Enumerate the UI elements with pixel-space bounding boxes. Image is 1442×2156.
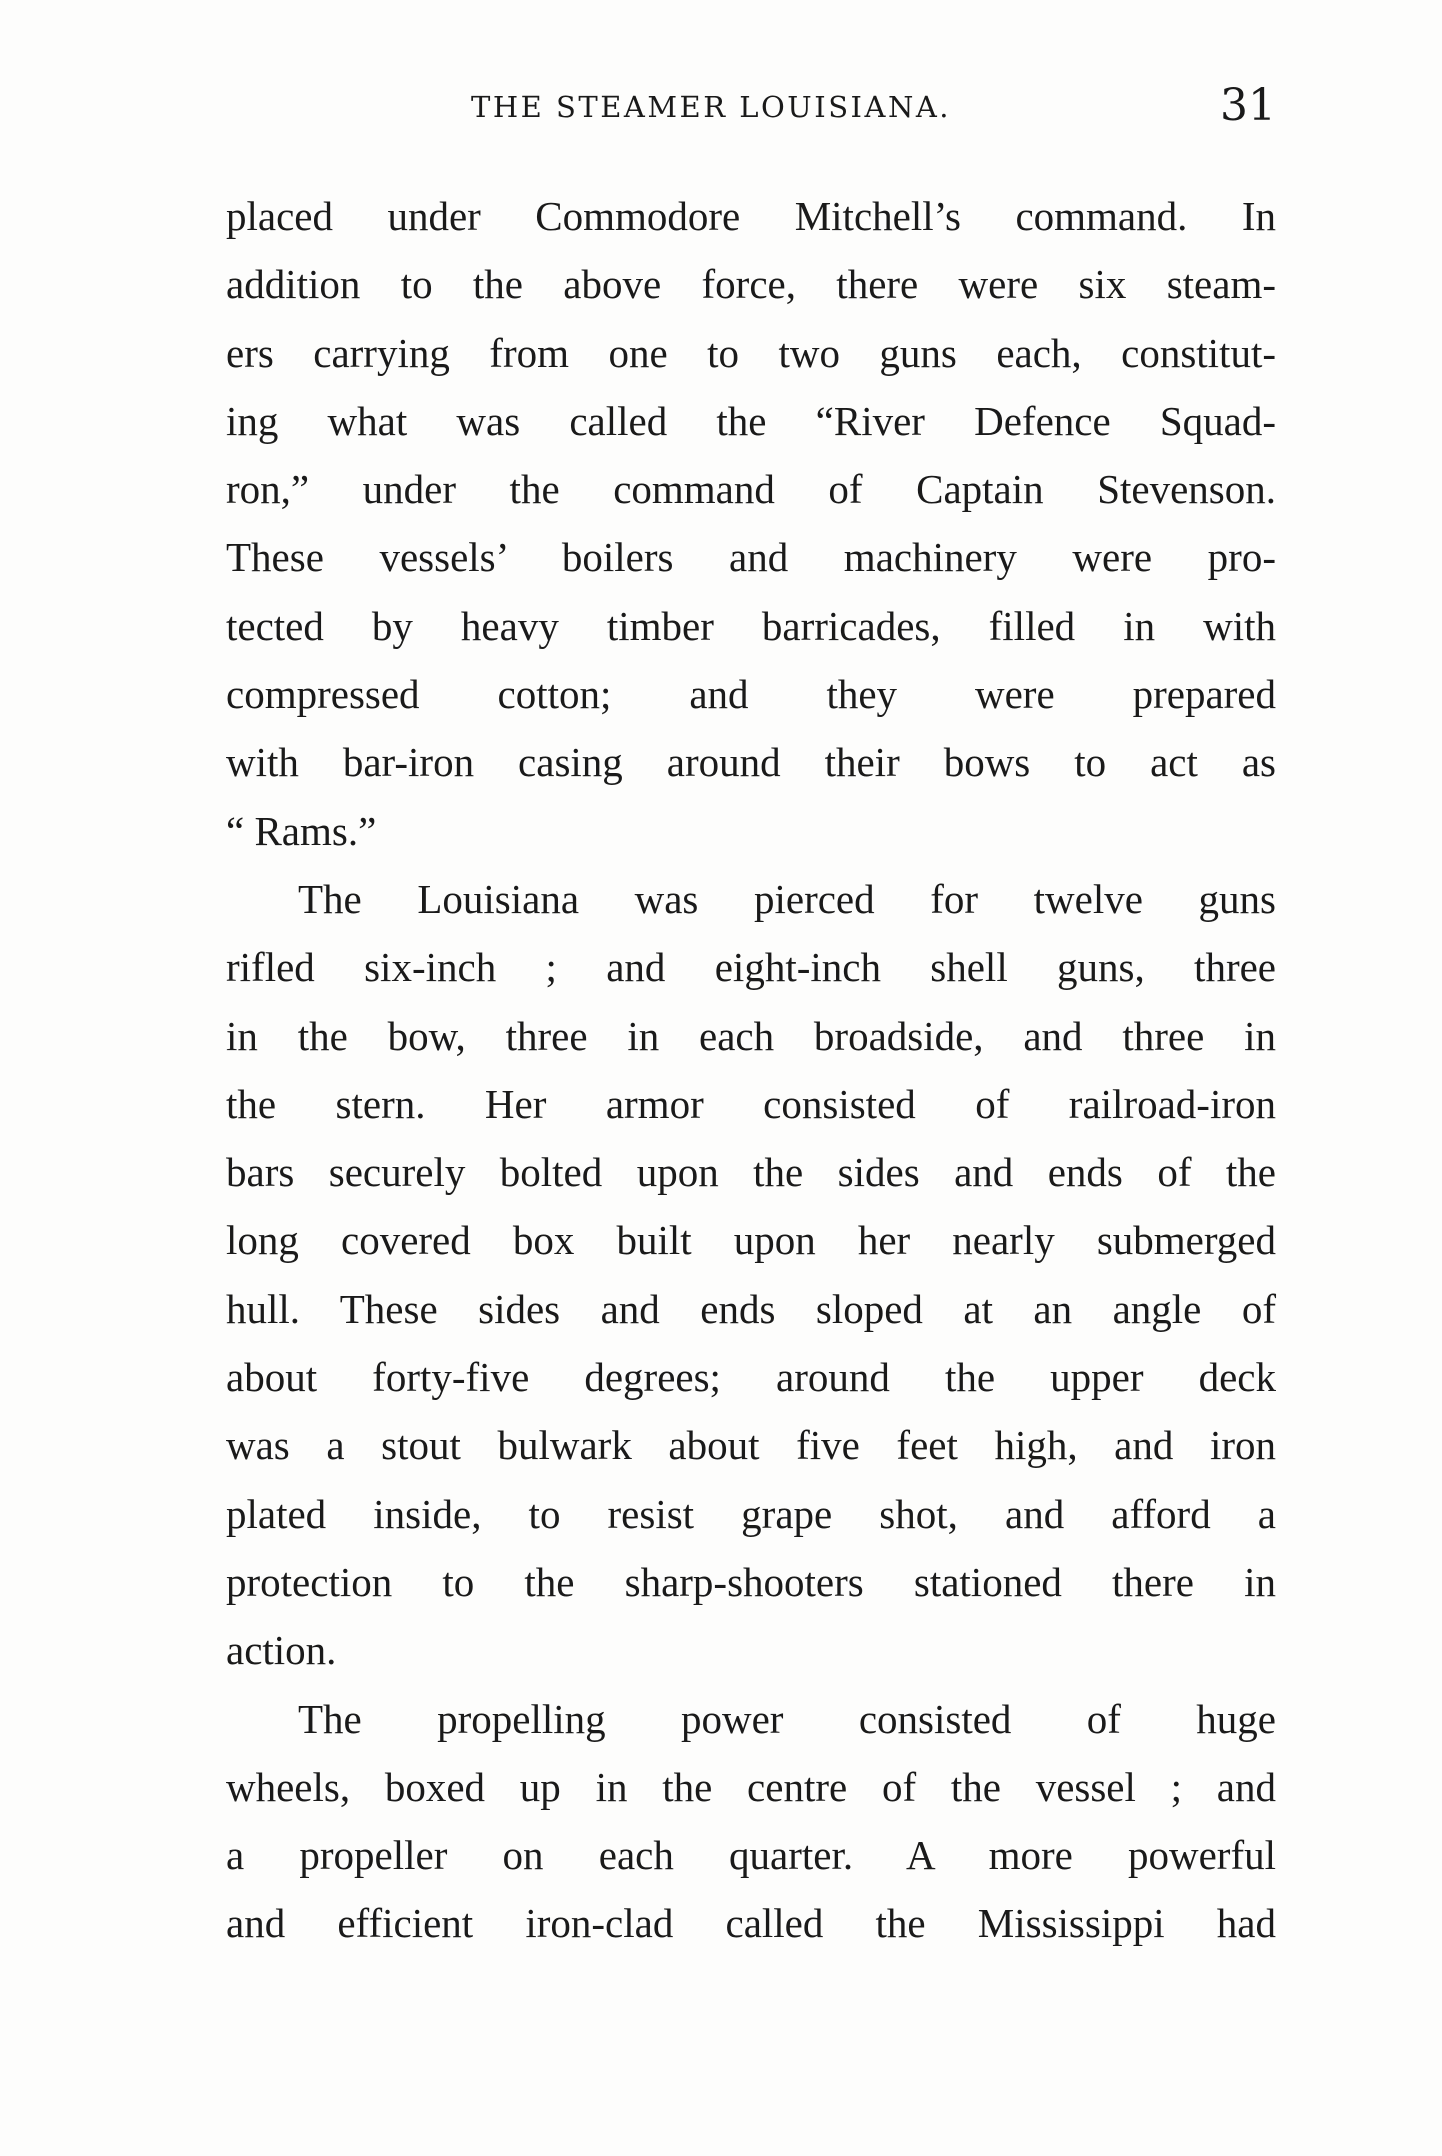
text-line: compressed cotton; and they were prepared bbox=[226, 671, 1276, 718]
text-line: placed under Commodore Mitchell’s command. In bbox=[226, 193, 1276, 239]
text-line: addition to the above force, there were six steam- bbox=[226, 261, 1276, 308]
page-number: 31 bbox=[1220, 80, 1276, 131]
paragraph-start-line: The Louisiana was pierced for twelve guns bbox=[298, 875, 1276, 922]
running-head bbox=[226, 82, 1276, 142]
text-line: wheels, boxed up in the centre of the vessel ; and bbox=[226, 1763, 1276, 1810]
text-line: about forty-five degrees; around the upper deck bbox=[226, 1354, 1276, 1401]
text-line: in the bow, three in each broadside, and three in bbox=[226, 1012, 1276, 1059]
text-line: was a stout bulwark about five feet high, and iron bbox=[226, 1422, 1276, 1469]
text-line: a propeller on each quarter. A more powerful bbox=[226, 1832, 1276, 1879]
text-line: rifled six-inch ; and eight-inch shell guns, three bbox=[226, 944, 1276, 991]
text-line: hull. These sides and ends sloped at an angle of bbox=[226, 1285, 1276, 1332]
text-line: ing what was called the “River Defence Squad- bbox=[226, 397, 1276, 444]
running-title: THE STEAMER LOUISIANA. bbox=[471, 90, 951, 124]
text-line: These vessels’ boilers and machinery were pro- bbox=[226, 534, 1276, 581]
text-line: protection to the sharp-shooters stationed there in bbox=[226, 1558, 1276, 1605]
body-text bbox=[226, 182, 1276, 1958]
paragraph-start-line: The propelling power consisted of huge bbox=[298, 1695, 1276, 1742]
text-line: the stern. Her armor consisted of railroad-iron bbox=[226, 1080, 1276, 1127]
paragraph-end-line: action. bbox=[226, 1627, 337, 1674]
text-line: ron,” under the command of Captain Stevenson. bbox=[226, 466, 1276, 513]
paragraph-end-line: “ Rams.” bbox=[226, 807, 377, 854]
text-line: plated inside, to resist grape shot, and afford a bbox=[226, 1490, 1276, 1537]
text-line: bars securely bolted upon the sides and ends of the bbox=[226, 1149, 1276, 1196]
text-line: tected by heavy timber barricades, filled in with bbox=[226, 602, 1276, 649]
text-line: ers carrying from one to two guns each, constitut- bbox=[226, 329, 1276, 376]
text-line: with bar-iron casing around their bows to act as bbox=[226, 739, 1276, 786]
text-line: long covered box built upon her nearly submerged bbox=[226, 1217, 1276, 1264]
text-line: and efficient iron-clad called the Mississippi had bbox=[226, 1900, 1276, 1947]
